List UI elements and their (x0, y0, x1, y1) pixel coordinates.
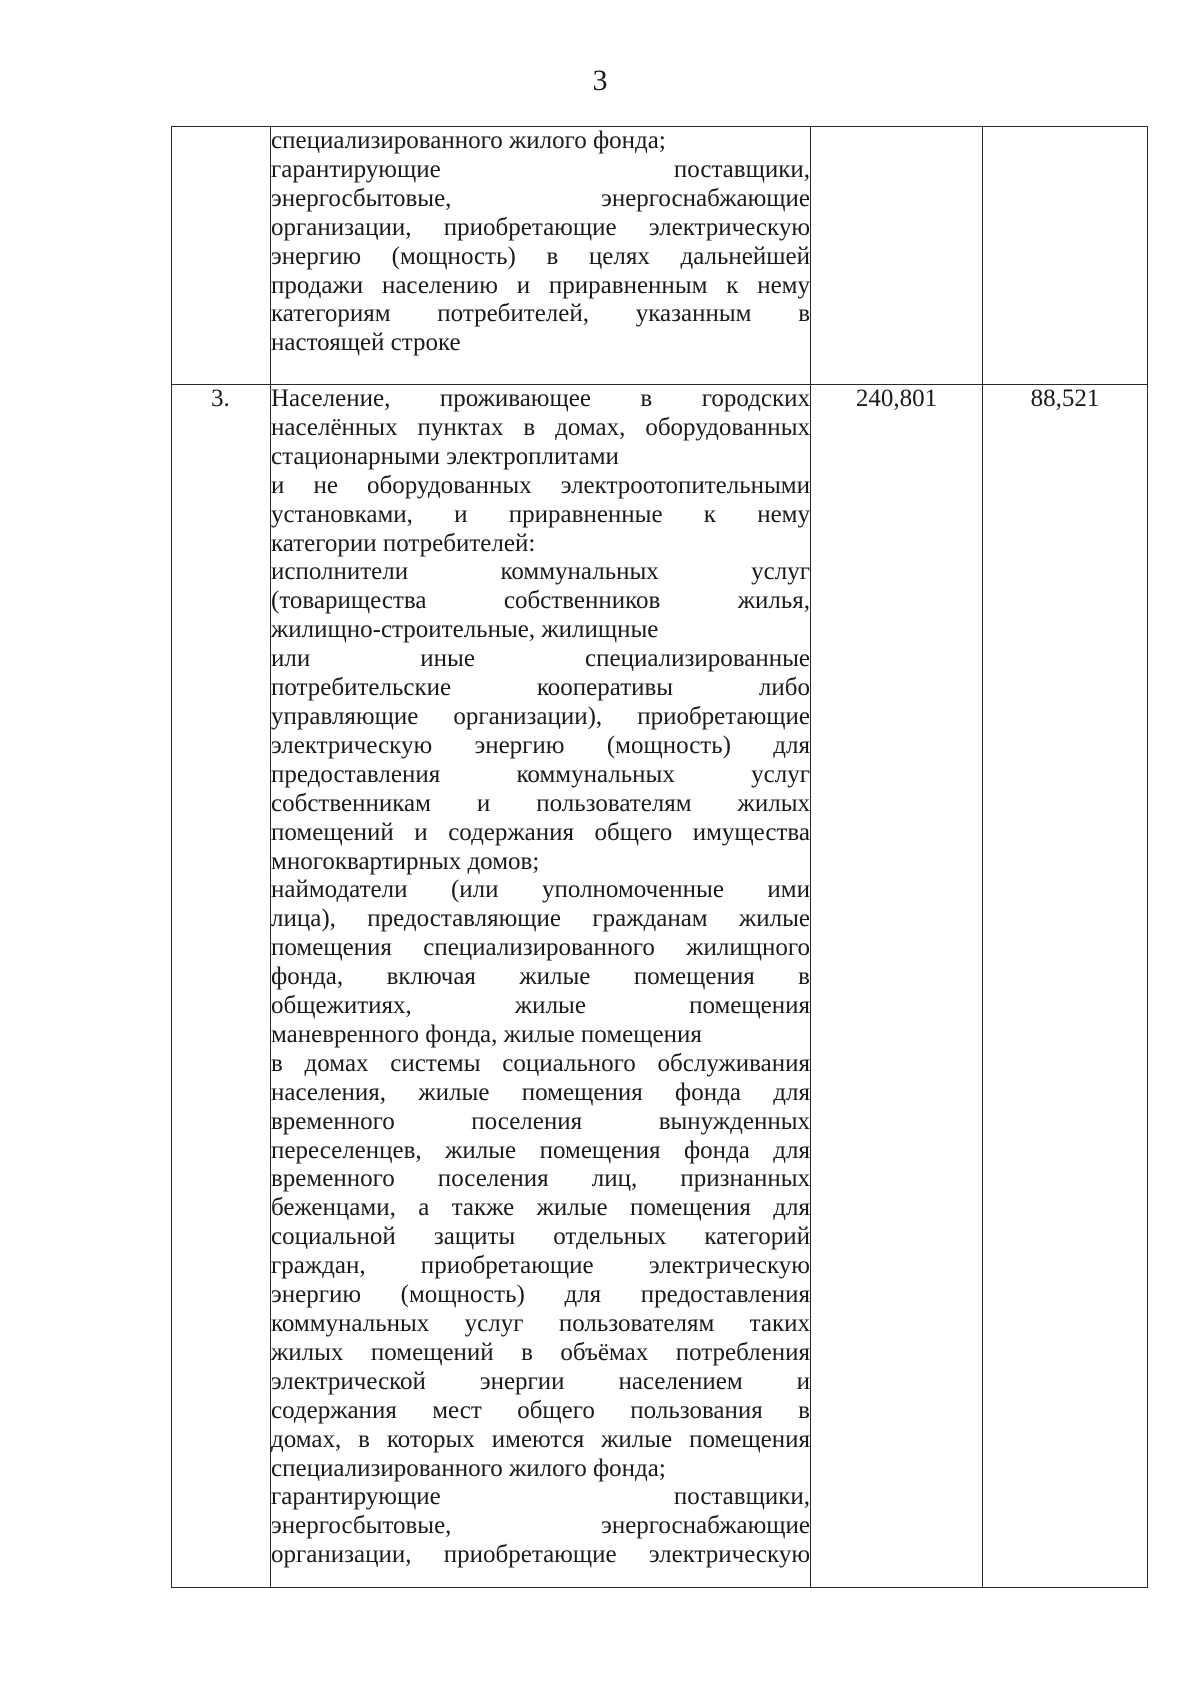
row-number-cell (172, 385, 271, 1588)
text-line: лица), предоставляющие гражданам жилые (271, 905, 810, 933)
text-line: граждан, приобретающие электрическую (271, 1252, 810, 1280)
text-line: Население, проживающее в городских (271, 385, 810, 412)
text-line: и не оборудованных электроотопительными (271, 471, 810, 499)
text-line: гарантирующие поставщики, (271, 1483, 810, 1511)
row-value-1 (811, 127, 983, 385)
text-line: домах, в которых имеются жилые помещения (271, 1425, 810, 1453)
text-line: фонда, включая жилые помещения в (271, 963, 810, 991)
text-line: исполнители коммунальных услуг (271, 558, 810, 586)
text-line: переселенцев, жилые помещения фонда для (271, 1136, 810, 1164)
text-line: категориям потребителей, указанным в (271, 300, 810, 328)
text-line: энергосбытовые, энергоснабжающие (271, 184, 810, 212)
text-line: маневренного фонда, жилые помещения (271, 1020, 702, 1048)
text-line: организации, приобретающие электрическую (271, 1541, 810, 1569)
text-line: беженцами, а также жилые помещения для (271, 1194, 810, 1222)
table-row (172, 385, 1148, 1588)
text-line: энергосбытовые, энергоснабжающие (271, 1512, 810, 1540)
row-value-1: 240,801 (811, 385, 983, 1588)
text-line: категории потребителей: (271, 529, 536, 557)
text-line: энергию (мощность) в целях дальнейшей (271, 242, 810, 270)
row-value-2: 88,521 (983, 385, 1148, 1588)
text-line: помещений и содержания общего имущества (271, 818, 810, 846)
text-line: временного поселения лиц, признанных (271, 1165, 810, 1193)
row-description (271, 127, 811, 385)
text-line: (товарищества собственников жилья, (271, 587, 810, 615)
text-line: социальной защиты отдельных категорий (271, 1223, 810, 1251)
row-number: 3. (211, 385, 230, 412)
text-line: организации, приобретающие электрическую (271, 213, 810, 241)
text-line: электрическую энергию (мощность) для (271, 731, 810, 759)
row-description (271, 385, 811, 1588)
text-line: энергию (мощность) для предоставления (271, 1281, 810, 1309)
text-line: электрической энергии населением и (271, 1367, 810, 1395)
row-value-2 (983, 127, 1148, 385)
text-line: специализированного жилого фонда; (271, 127, 666, 154)
text-line: содержания мест общего пользования в (271, 1396, 810, 1424)
text-line: коммунальных услуг пользователям таких (271, 1310, 810, 1337)
row-number-cell (172, 127, 271, 385)
text-line: или иные специализированные (271, 645, 810, 673)
table-row (172, 127, 1148, 385)
text-line: наймодатели (или уполномоченные ими (271, 876, 810, 904)
text-line: помещения специализированного жилищного (271, 934, 810, 962)
text-line: продажи населению и приравненным к нему (271, 271, 810, 299)
text-line: стационарными электроплитами (271, 442, 619, 470)
text-line: настоящей строке (271, 329, 461, 357)
text-line: общежитиях, жилые помещения (271, 992, 810, 1020)
text-line: потребительские кооперативы либо (271, 674, 810, 702)
text-line: в домах системы социального обслуживания (271, 1049, 810, 1077)
text-line: специализированного жилого фонда; (271, 1454, 666, 1482)
tariff-table (171, 126, 1148, 1588)
text-line: временного поселения вынужденных (271, 1107, 810, 1135)
text-line: населения, жилые помещения фонда для (271, 1078, 810, 1106)
page-number: 3 (592, 64, 608, 97)
text-line: многоквартирных домов; (271, 847, 540, 875)
text-line: жилых помещений в объёмах потребления (271, 1338, 810, 1366)
text-line: управляющие организации), приобретающие (271, 702, 810, 730)
text-line: жилищно-строительные, жилищные (271, 616, 659, 644)
text-line: гарантирующие поставщики, (271, 155, 810, 183)
text-line: собственникам и пользователям жилых (271, 789, 810, 817)
text-line: предоставления коммунальных услуг (271, 760, 810, 788)
text-line: установками, и приравненные к нему (271, 500, 810, 528)
text-line: населённых пунктах в домах, оборудованных (271, 413, 810, 441)
